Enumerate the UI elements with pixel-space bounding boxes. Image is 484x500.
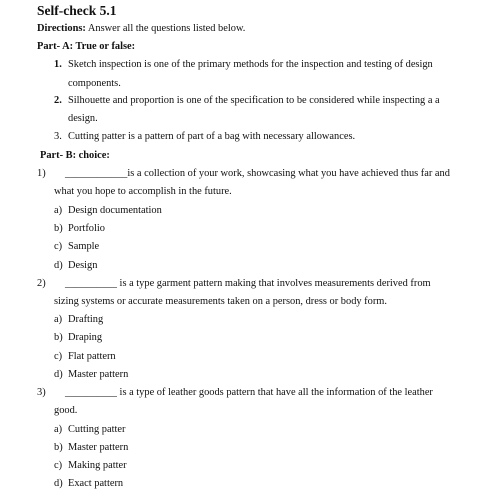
question-2-option-a-letter: a) — [54, 314, 63, 325]
question-1-text: ____________is a collection of your work, showcasing what you have achieved thus far and — [65, 168, 450, 179]
part-a-item-2-continuation: design. — [68, 113, 98, 124]
question-3-number: 3) — [37, 387, 46, 398]
question-3-option-c-letter: c) — [54, 460, 63, 471]
question-2-option-c-text: Flat pattern — [68, 351, 116, 362]
part-a-item-2-text: Silhouette and proportion is one of the specification to be considered while inspecting a a — [68, 95, 440, 106]
question-1-option-d-letter: d) — [54, 260, 63, 271]
question-1-option-d-text: Design — [68, 260, 98, 271]
question-2-option-d-text: Master pattern — [68, 369, 129, 380]
directions-label: Directions: — [37, 23, 86, 34]
part-a-item-1-number: 1. — [54, 59, 62, 70]
part-a-item-1-continuation: components. — [68, 78, 121, 89]
directions — [37, 22, 245, 35]
question-3-option-b-letter: b) — [54, 442, 63, 453]
question-3-option-d-letter: d) — [54, 478, 63, 489]
question-1-option-a-letter: a) — [54, 205, 63, 216]
question-3-option-c-text: Making patter — [68, 460, 127, 471]
question-3-option-a-letter: a) — [54, 424, 63, 435]
question-1-option-c-text: Sample — [68, 241, 100, 252]
question-1-option-b-letter: b) — [54, 223, 63, 234]
question-2-text: __________ is a type garment pattern making that involves measurements derived from — [65, 278, 431, 289]
part-a-item-2-number: 2. — [54, 95, 62, 106]
part-a-item-3-text: Cutting patter is a pattern of part of a bag with necessary allowances. — [68, 131, 356, 142]
part-a-item-1-text: Sketch inspection is one of the primary methods for the inspection and testing of design — [68, 59, 433, 70]
page-title: Self-check 5.1 — [37, 3, 117, 18]
question-1-continuation: what you hope to accomplish in the future. — [54, 186, 232, 197]
question-3-continuation: good. — [54, 405, 78, 416]
question-1-option-a-text: Design documentation — [68, 205, 162, 216]
question-2-option-a-text: Drafting — [68, 314, 104, 325]
question-1-option-b-text: Portfolio — [68, 223, 105, 234]
question-2-option-c-letter: c) — [54, 351, 63, 362]
question-2-continuation: sizing systems or accurate measurements taken on a person, dress or body form. — [54, 296, 387, 307]
part-a-heading: Part- A: True or false: — [37, 41, 136, 52]
question-1-option-c-letter: c) — [54, 241, 63, 252]
question-2-option-b-text: Draping — [68, 332, 103, 343]
question-3-option-a-text: Cutting patter — [68, 424, 126, 435]
part-a-item-3-number: 3. — [54, 131, 62, 142]
part-b-heading: Part- B: choice: — [40, 150, 110, 161]
question-3-option-d-text: Exact pattern — [68, 478, 124, 489]
question-2-option-d-letter: d) — [54, 369, 63, 380]
question-2-option-b-letter: b) — [54, 332, 63, 343]
directions-text: Answer all the questions listed below. — [85, 23, 246, 34]
question-3-text: __________ is a type of leather goods pattern that have all the information of the leather — [65, 387, 433, 398]
question-2-number: 2) — [37, 278, 46, 289]
question-1-number: 1) — [37, 168, 46, 179]
question-3-option-b-text: Master pattern — [68, 442, 129, 453]
